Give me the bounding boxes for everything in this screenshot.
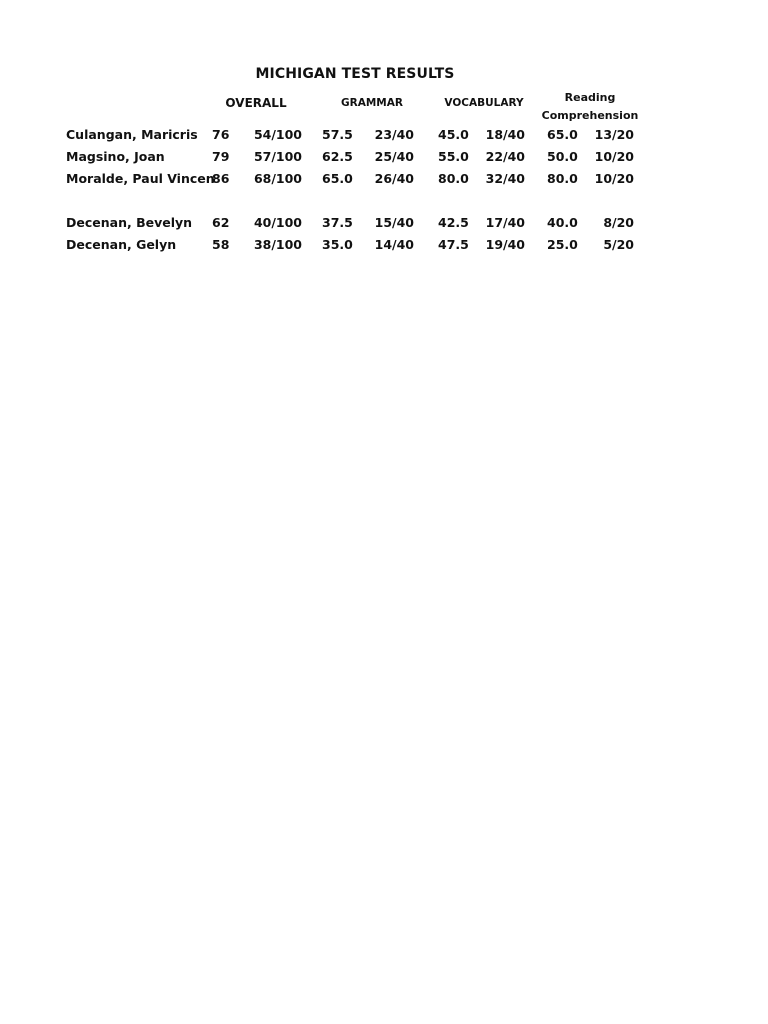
overall-score: 76 xyxy=(212,127,230,142)
header-reading-comprehension xyxy=(538,89,642,125)
grammar-raw: 23/40 xyxy=(374,127,414,142)
grammar-raw: 15/40 xyxy=(374,215,414,230)
reading-raw: 13/20 xyxy=(594,127,634,142)
grammar-raw: 25/40 xyxy=(374,149,414,164)
header-overall: OVERALL xyxy=(225,96,287,110)
vocabulary-score: 80.0 xyxy=(438,171,469,186)
grammar-score: 37.5 xyxy=(322,215,353,230)
overall-raw: 40/100 xyxy=(253,215,302,230)
vocabulary-score: 45.0 xyxy=(438,127,469,142)
student-name: Decenan, Gelyn xyxy=(66,237,177,252)
grammar-score: 65.0 xyxy=(322,171,353,186)
grammar-score: 57.5 xyxy=(322,127,353,142)
table-row xyxy=(0,127,768,147)
grammar-score: 35.0 xyxy=(322,237,353,252)
student-name: Moralde, Paul Vincen xyxy=(66,171,215,186)
grammar-score: 62.5 xyxy=(322,149,353,164)
overall-raw: 38/100 xyxy=(253,237,302,252)
grammar-raw: 26/40 xyxy=(374,171,414,186)
overall-score: 86 xyxy=(212,171,230,186)
student-name: Magsino, Joan xyxy=(66,149,165,164)
overall-raw: 68/100 xyxy=(253,171,302,186)
overall-score: 58 xyxy=(212,237,230,252)
vocabulary-raw: 22/40 xyxy=(485,149,525,164)
reading-score: 80.0 xyxy=(547,171,578,186)
vocabulary-raw: 32/40 xyxy=(485,171,525,186)
vocabulary-raw: 17/40 xyxy=(485,215,525,230)
grammar-raw: 14/40 xyxy=(374,237,414,252)
overall-score: 62 xyxy=(212,215,230,230)
student-name: Culangan, Maricris xyxy=(66,127,198,142)
reading-raw: 5/20 xyxy=(603,237,634,252)
reading-score: 50.0 xyxy=(547,149,578,164)
page-title: MICHIGAN TEST RESULTS xyxy=(255,66,455,82)
header-vocabulary: VOCABULARY xyxy=(444,97,524,109)
table-row xyxy=(0,237,768,257)
vocabulary-raw: 19/40 xyxy=(485,237,525,252)
overall-raw: 54/100 xyxy=(253,127,302,142)
reading-score: 65.0 xyxy=(547,127,578,142)
header-reading-line2: Comprehension xyxy=(541,109,639,122)
table-row xyxy=(0,215,768,235)
reading-score: 25.0 xyxy=(547,237,578,252)
overall-score: 79 xyxy=(212,149,230,164)
reading-raw: 8/20 xyxy=(603,215,634,230)
vocabulary-score: 47.5 xyxy=(438,237,469,252)
student-name: Decenan, Bevelyn xyxy=(66,215,193,230)
header-grammar: GRAMMAR xyxy=(341,97,403,109)
overall-raw: 57/100 xyxy=(253,149,302,164)
vocabulary-score: 55.0 xyxy=(438,149,469,164)
vocabulary-score: 42.5 xyxy=(438,215,469,230)
table-row xyxy=(0,171,768,191)
reading-raw: 10/20 xyxy=(594,171,634,186)
table-row xyxy=(0,149,768,169)
vocabulary-raw: 18/40 xyxy=(485,127,525,142)
header-reading-line1: Reading xyxy=(564,91,616,104)
reading-raw: 10/20 xyxy=(594,149,634,164)
reading-score: 40.0 xyxy=(547,215,578,230)
